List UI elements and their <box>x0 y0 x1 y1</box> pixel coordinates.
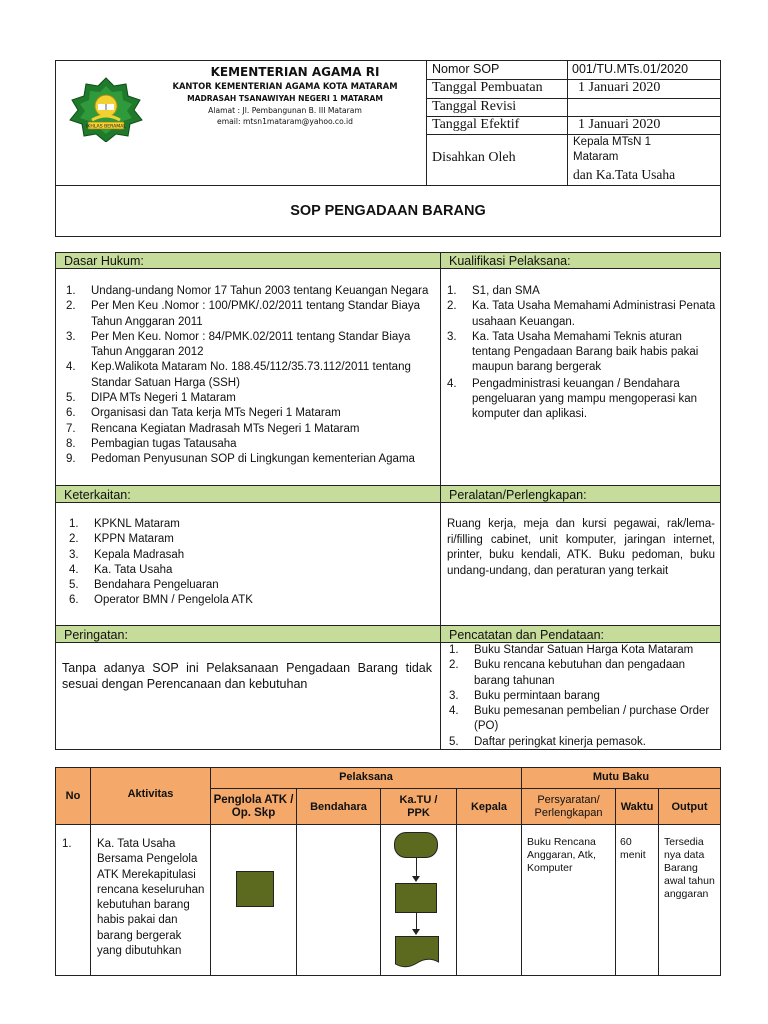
keterkaitan-item <box>69 593 429 608</box>
ministry-name: KEMENTERIAN AGAMA RI <box>210 65 380 79</box>
col-pengelola-atk: Penglola ATK / Op. Skp <box>213 793 294 819</box>
col-output: Output <box>671 800 708 813</box>
meta-label-nomor: Nomor SOP <box>432 62 500 76</box>
list-text: S1, dan SMA <box>472 285 540 297</box>
ministry-logo <box>62 76 150 142</box>
pencatatan-list <box>449 643 717 750</box>
list-number: 7. <box>66 422 76 435</box>
flow-process-atk <box>236 871 274 907</box>
list-number: 5. <box>66 392 76 405</box>
list-text: Buku pemesanan pembelian / purchase Order (PO) <box>474 705 710 733</box>
keterkaitan-item <box>69 563 429 578</box>
pencatatan-item <box>449 643 717 658</box>
list-number: 5. <box>69 579 79 592</box>
dasar-hukum-item <box>66 284 436 299</box>
list-text: KPKNL Mataram <box>94 518 180 530</box>
row-no: 1. <box>62 838 72 850</box>
svg-text:IKHLAS BERAMAL: IKHLAS BERAMAL <box>86 124 126 130</box>
list-number: 6. <box>69 594 79 607</box>
col-no: No <box>65 790 81 802</box>
keterkaitan-item <box>69 532 429 547</box>
flow-process-katu <box>395 883 437 913</box>
list-text: Pedoman Penyusunan SOP di Lingkungan kementerian Agama <box>91 453 415 466</box>
list-text: Daftar peringkat kinerja pemasok. <box>474 735 646 748</box>
list-text: Per Men Keu. Nomor : 84/PMK.02/2011 tentang Standar Biaya Tahun Anggaran 2012 <box>91 330 411 359</box>
pencatatan-item <box>449 658 717 689</box>
col-mutu-baku: Mutu Baku <box>592 771 650 783</box>
row-output: Tersedia nya data Barang awal tahun anggaran <box>664 836 715 900</box>
flow-document-shape <box>395 936 439 970</box>
approved-value-3: dan Ka.Tata Usaha <box>573 167 676 182</box>
col-aktivitas: Aktivitas <box>127 788 174 800</box>
peringatan-text: Tanpa adanya SOP ini Pelaksanaan Pengadaan Barang tidak sesuai dengan Perencanaan dan kebutuhan <box>62 661 432 691</box>
meta-label-pembuatan: Tanggal Pembuatan <box>432 80 543 95</box>
list-number: 1. <box>66 285 76 297</box>
col-katu-ppk: Ka.TU / PPK <box>399 793 438 819</box>
list-number: 6. <box>66 407 76 420</box>
dasar-hukum-item <box>66 360 436 391</box>
list-number: 8. <box>66 437 76 450</box>
dasar-hukum-item <box>66 299 436 330</box>
kualifikasi-item <box>447 299 717 330</box>
list-text: Kepala Madrasah <box>94 548 185 561</box>
keterkaitan-heading: Keterkaitan: <box>55 485 441 503</box>
list-text: Per Men Keu .Nomor : 100/PMK/.02/2011 tentang Standar Biaya Tahun Anggaran 2011 <box>91 300 421 328</box>
peralatan-heading: Peralatan/Perlengkapan: <box>440 485 721 503</box>
list-text: Buku permintaan barang <box>474 689 600 702</box>
list-number: 2. <box>449 659 459 672</box>
list-number: 4. <box>447 377 457 390</box>
keterkaitan-item <box>69 578 429 593</box>
meta-label-efektif: Tanggal Efektif <box>432 117 520 132</box>
col-kepala: Kepala <box>470 800 508 813</box>
list-text: Bendahara Pengeluaran <box>94 579 219 592</box>
list-number: 2. <box>66 300 76 313</box>
list-text: Ka. Tata Usaha Memahami Administrasi Penata usahaan Keuangan. <box>472 300 716 328</box>
list-text: Ka. Tata Usaha Memahami Teknis aturan tentang Pengadaan Barang baik habis pakai maupun barang bergerak <box>472 330 699 374</box>
flow-arrow-head <box>412 876 420 882</box>
list-text: Buku Standar Satuan Harga Kota Mataram <box>474 644 694 656</box>
list-number: 4. <box>69 563 79 576</box>
list-number: 9. <box>66 453 76 466</box>
keterkaitan-item <box>69 517 429 532</box>
list-number: 2. <box>69 533 79 546</box>
list-number: 1. <box>449 644 459 656</box>
list-number: 1. <box>69 518 79 530</box>
list-number: 5. <box>449 735 459 748</box>
approved-value-1: Kepala MTsN 1 <box>573 136 651 148</box>
kualifikasi-list <box>447 284 717 423</box>
approved-value-2: Mataram <box>573 151 619 163</box>
pencatatan-item <box>449 704 717 735</box>
col-pelaksana: Pelaksana <box>339 771 393 783</box>
dasar-hukum-item <box>66 437 436 452</box>
list-text: Kep.Walikota Mataram No. 188.45/112/35.73.112/2011 tentang Standar Satuan Harga (SSH) <box>91 361 411 389</box>
list-text: Ka. Tata Usaha <box>94 563 173 576</box>
meta-label-revisi: Tanggal Revisi <box>432 99 517 114</box>
list-number: 4. <box>449 705 459 718</box>
list-text: KPPN Mataram <box>94 533 174 546</box>
list-text: Pembagian tugas Tatausaha <box>91 437 237 450</box>
kualifikasi-item <box>447 284 717 299</box>
list-text: Operator BMN / Pengelola ATK <box>94 594 253 607</box>
row-aktivitas: Ka. Tata Usaha Bersama Pengelola ATK Merekapitulasi rencana keseluruhan kebutuhan barang habis pakai dan barang bergerak yang dibutuhkan <box>97 838 205 958</box>
col-persyaratan: Persyaratan/ Perlengkapan <box>534 793 603 819</box>
col-waktu: Waktu <box>620 800 654 813</box>
list-text: Buku rencana kebutuhan dan pengadaan barang tahunan <box>474 659 686 687</box>
list-text: DIPA MTs Negeri 1 Mataram <box>91 392 236 405</box>
approved-label: Disahkan Oleh <box>432 150 516 165</box>
keterkaitan-item <box>69 548 429 563</box>
dasar-hukum-list <box>66 284 436 468</box>
page-title: SOP PENGADAAN BARANG <box>290 203 486 219</box>
list-number: 4. <box>66 361 76 374</box>
list-number: 3. <box>66 330 76 343</box>
meta-value-nomor: 001/TU.MTs.01/2020 <box>572 62 689 76</box>
pencatatan-heading: Pencatatan dan Pendataan: <box>440 625 721 643</box>
kualifikasi-item <box>447 377 717 423</box>
keterkaitan-list <box>69 517 429 609</box>
col-bendahara: Bendahara <box>310 800 367 813</box>
pencatatan-item <box>449 689 717 704</box>
school-name: MADRASAH TSANAWIYAH NEGERI 1 MATARAM <box>187 94 383 103</box>
dasar-hukum-item <box>66 452 436 467</box>
list-number: 3. <box>447 330 457 343</box>
flow-start-terminator <box>394 832 438 858</box>
list-number: 3. <box>69 548 79 561</box>
office-name: KANTOR KEMENTERIAN AGAMA KOTA MATARAM <box>172 81 398 91</box>
list-text: Pengadministrasi keuangan / Bendahara pengeluaran yang mampu mengoperasi kan komputer dan aplikasi. <box>472 377 698 421</box>
meta-value-pembuatan: 1 Januari 2020 <box>578 80 661 95</box>
list-number: 1. <box>447 285 457 297</box>
dasar-hukum-item <box>66 330 436 361</box>
dasar-hukum-item <box>66 422 436 437</box>
peringatan-heading: Peringatan: <box>55 625 441 643</box>
flow-arrow-head-2 <box>412 929 420 935</box>
list-number: 2. <box>447 300 457 313</box>
kualifikasi-item <box>447 330 717 376</box>
kualifikasi-heading: Kualifikasi Pelaksana: <box>440 252 721 269</box>
dasar-hukum-item <box>66 406 436 421</box>
dasar-hukum-item <box>66 391 436 406</box>
school-email: email: mtsn1mataram@yahoo.co.id <box>217 117 353 126</box>
list-text: Undang-undang Nomor 17 Tahun 2003 tentang Keuangan Negara <box>91 285 429 297</box>
school-address: Alamat : Jl. Pembangunan B. III Mataram <box>208 106 362 115</box>
list-number: 3. <box>449 689 459 702</box>
dasar-hukum-heading: Dasar Hukum: <box>55 252 441 269</box>
list-text: Organisasi dan Tata kerja MTs Negeri 1 Mataram <box>91 407 341 420</box>
pencatatan-item <box>449 735 717 750</box>
peralatan-text: Ruang kerja, meja dan kursi pegawai, rak/lema-ri/filling cabinet, unit komputer, jaringan internet, printer, buku kendali, ATK. Buku pedoman, buku undang-undang, dan peraturan yang terkait <box>447 518 715 577</box>
meta-value-efektif: 1 Januari 2020 <box>578 117 661 132</box>
row-waktu: 60 menit <box>620 836 646 861</box>
list-text: Rencana Kegiatan Madrasah MTs Negeri 1 Mataram <box>91 422 360 435</box>
row-persyaratan: Buku Rencana Anggaran, Atk, Komputer <box>527 836 596 874</box>
